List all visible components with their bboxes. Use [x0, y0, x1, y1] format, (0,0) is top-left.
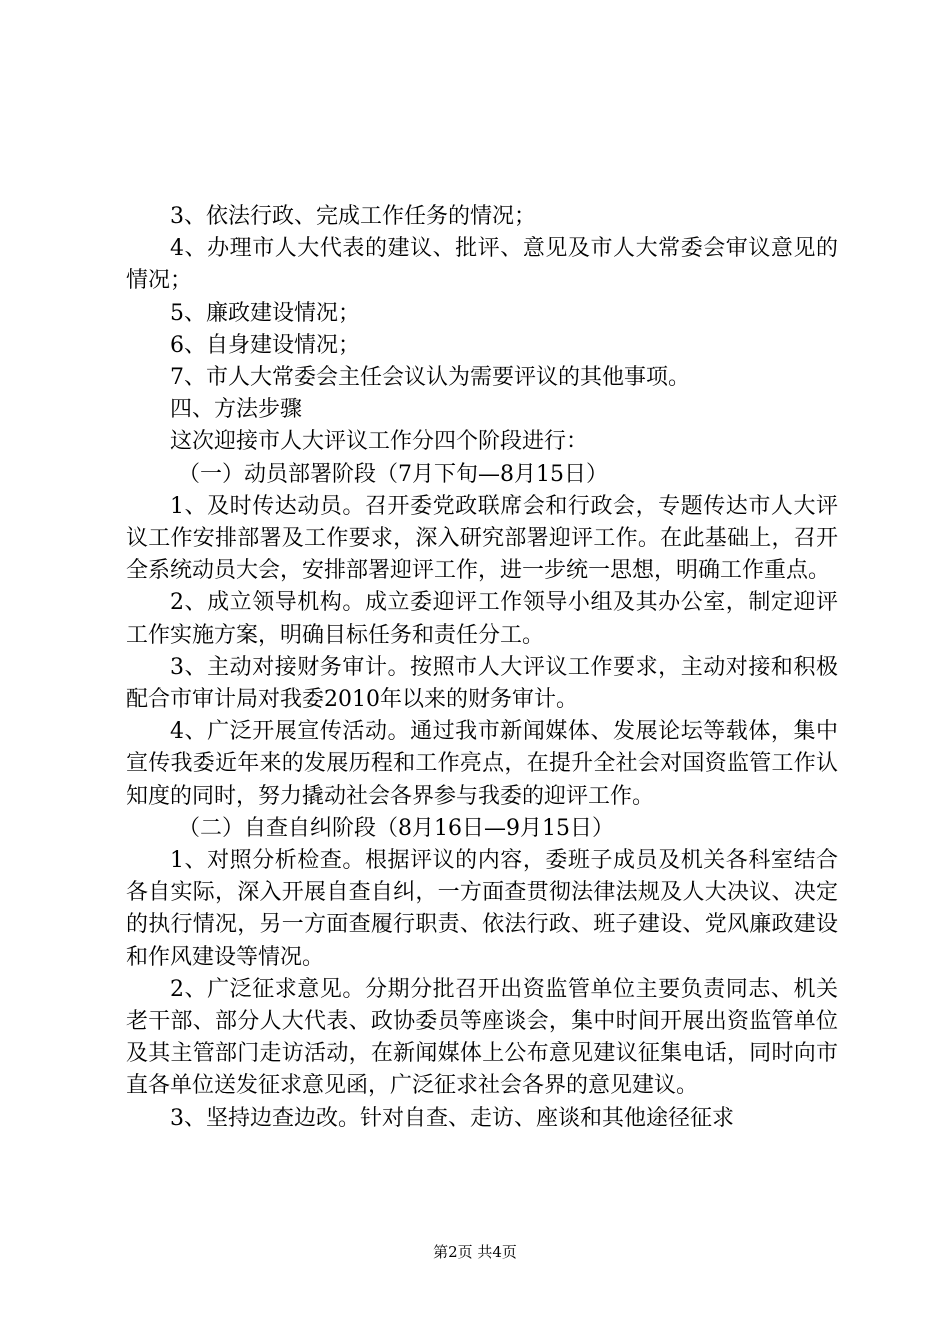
paragraph-stage-2-item-2: 2、广泛征求意见。分期分批召开出资监管单位主要负责同志、机关老干部、部分人大代表、政协委员等座谈会，集中时间开展出资监管单位及其主管部门走访活动，在新闻媒体上公布意见建议征集电话，同时向市直各单位送发征求意见函，广泛征求社会各界的意见建议。 — [126, 976, 838, 1099]
document-body — [126, 201, 838, 1135]
paragraph-stage-1-item-4: 4、广泛开展宣传活动。通过我市新闻媒体、发展论坛等载体，集中宣传我委近年来的发展历程和工作亮点，在提升全社会对国资监管工作认知度的同时，努力撬动社会各界参与我委的迎评工作。 — [126, 719, 838, 809]
paragraph-stage-2-item-1: 1、对照分析检查。根据评议的内容，委班子成员及机关各科室结合各自实际，深入开展自查自纠，一方面查贯彻法律法规及人大决议、决定的执行情况，另一方面查履行职责、依法行政、班子建设、党风廉政建设和作风建设等情况。 — [126, 848, 838, 970]
paragraph-stage-1-item-2: 2、成立领导机构。成立委迎评工作领导小组及其办公室，制定迎评工作实施方案，明确目标任务和责任分工。 — [126, 590, 838, 648]
paragraph-intro-stages: 这次迎接市人大评议工作分四个阶段进行： — [170, 429, 589, 455]
paragraph-item-4: 4、办理市人大代表的建议、批评、意见及市人大常委会审议意见的情况； — [126, 236, 838, 294]
paragraph-item-5: 5、廉政建设情况； — [170, 300, 360, 326]
page-number-footer: 第2页 共4页 — [433, 1243, 517, 1261]
subheading-stage-2: （二）自查自纠阶段（8月16日—9月15日） — [178, 815, 614, 841]
paragraph-stage-1-item-1: 1、及时传达动员。召开委党政联席会和行政会，专题传达市人大评议工作安排部署及工作要求，深入研究部署迎评工作。在此基础上，召开全系统动员大会，安排部署迎评工作，进一步统一思想，明确工作重点。 — [126, 493, 838, 584]
paragraph-item-7: 7、市人大常委会主任会议认为需要评议的其他事项。 — [170, 365, 690, 391]
subheading-stage-1: （一）动员部署阶段（7月下旬—8月15日） — [178, 461, 608, 487]
section-heading-methods: 四、方法步骤 — [170, 397, 303, 423]
paragraph-stage-1-item-3: 3、主动对接财务审计。按照市人大评议工作要求，主动对接和积极配合市审计局对我委2010年以来的财务审计。 — [126, 654, 838, 713]
paragraph-stage-2-item-3: 3、坚持边查边改。针对自查、走访、座谈和其他途径征求 — [170, 1105, 734, 1131]
paragraph-item-6: 6、自身建设情况； — [170, 332, 360, 358]
paragraph-item-3: 3、依法行政、完成工作任务的情况； — [170, 204, 536, 229]
